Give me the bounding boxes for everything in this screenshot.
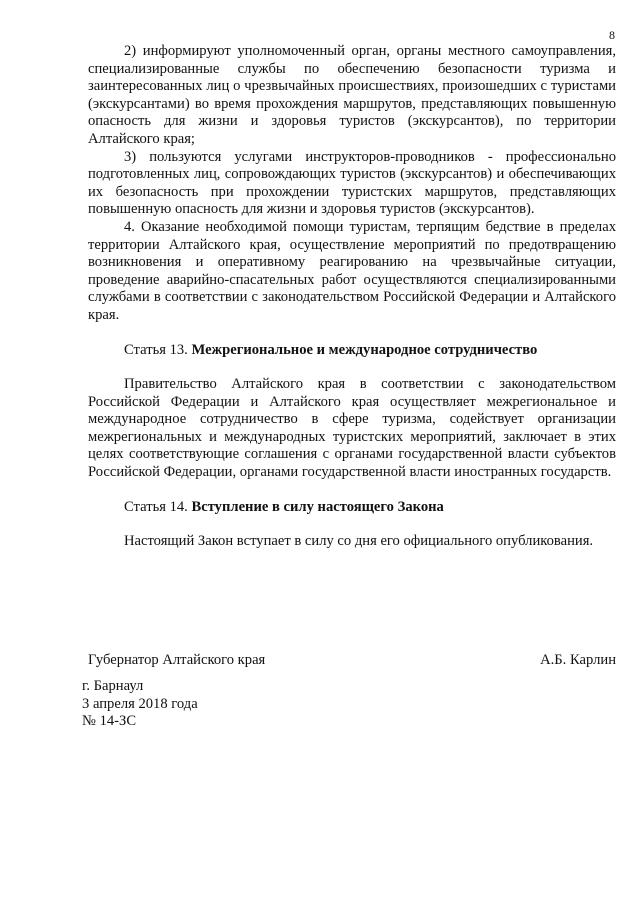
article-13-text: Правительство Алтайского края в соответствии с законодательством Российской Федерации и Алтайского края осуществляет межрегиональное и международное сотрудничество в сфере туризма, содействует организации межрегиональных и международных туристских мероприятий, заключает в этих целях соответствующие соглашения с органами государственной власти субъектов Российской Федерации, органами государственной власти иностранных государств. xyxy=(88,376,616,481)
law-number: № 14-ЗС xyxy=(82,713,137,730)
article-14-title: Вступление в силу настоящего Закона xyxy=(191,498,444,515)
signature-row xyxy=(88,652,616,669)
signatory-position: Губернатор Алтайского края xyxy=(88,652,266,668)
paragraph-item-3: 3) пользуются услугами инструкторов-проводников - профессионально подготовленных лиц, сопровождающих туристов (экскурсантов) и обеспечивающих их безопасность при прохождении туристских маршрутов, представляющих повышенную опасность для жизни и здоровья туристов (экскурсантов). xyxy=(88,148,616,218)
article-14-prefix: Статья 14. xyxy=(124,498,192,515)
article-13-heading xyxy=(88,342,616,360)
article-13-prefix: Статья 13. xyxy=(124,341,192,358)
signatory-name: А.Б. Карлин xyxy=(540,652,616,668)
place-date-block xyxy=(82,678,198,731)
page-number: 8 xyxy=(609,28,615,42)
article-14-text: Настоящий Закон вступает в силу со дня его официального опубликования. xyxy=(124,533,594,550)
paragraph-item-4: 4. Оказание необходимой помощи туристам, терпящим бедствие в пределах территории Алтайского края, осуществление мероприятий по предотвращению возникновения и оперативному реагированию на чрезвычайные ситуации, проведение аварийно-спасательных работ осуществляются специализированными службами в соответствии с законодательством Российской Федерации и Алтайского края. xyxy=(88,218,616,323)
law-date: 3 апреля 2018 года xyxy=(82,695,198,712)
paragraph-item-2: 2) информируют уполномоченный орган, органы местного самоуправления, специализированные службы по обеспечению безопасности туризма и заинтересованных лиц о чрезвычайных происшествиях, произошедших с туристами (экскурсантами) во время прохождения маршрутов, представляющих повышенную опасность для жизни и здоровья туристов (экскурсантов), по территории Алтайского края; xyxy=(88,43,616,147)
document-body xyxy=(88,43,616,551)
article-14-heading xyxy=(88,499,616,517)
city: г. Барнаул xyxy=(82,678,144,694)
article-13-title: Межрегиональное и международное сотрудничество xyxy=(191,341,538,358)
